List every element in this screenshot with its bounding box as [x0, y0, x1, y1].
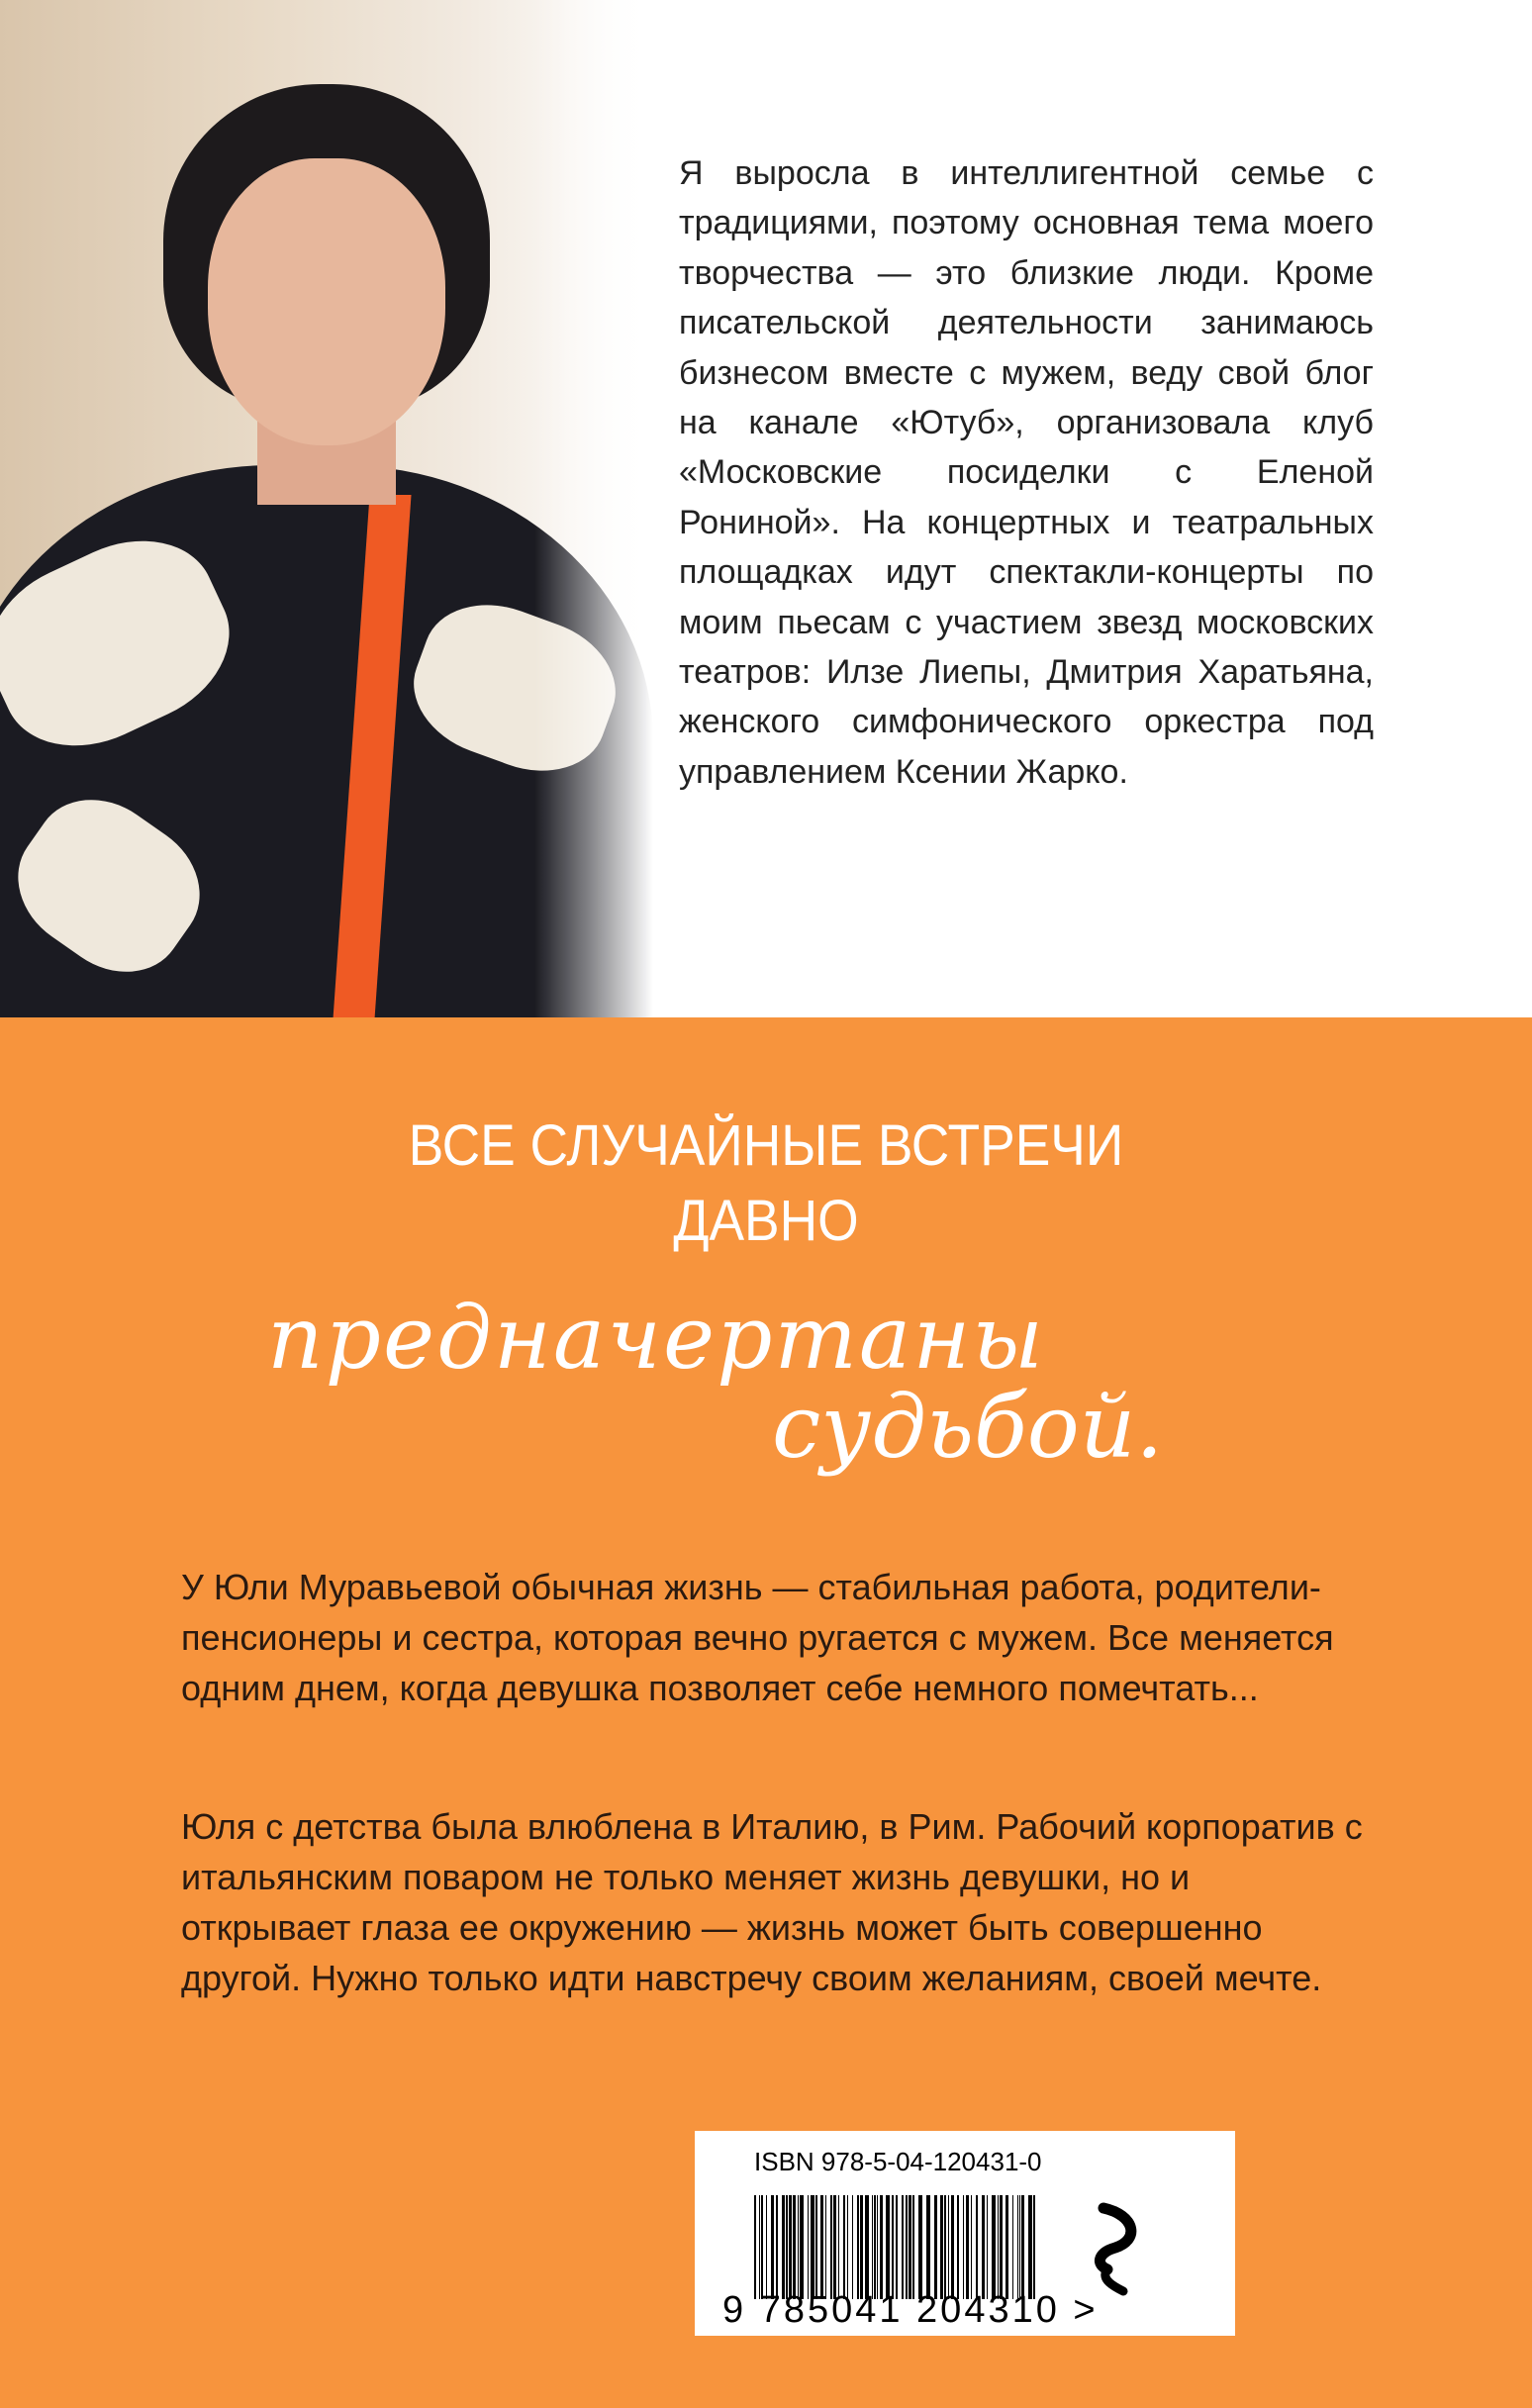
barcode-bar	[886, 2195, 890, 2299]
barcode-bar	[934, 2195, 937, 2299]
barcode-bar	[992, 2195, 996, 2299]
barcode-bar	[852, 2195, 853, 2299]
tagline-line-1: ВСЕ СЛУЧАЙНЫЕ ВСТРЕЧИ	[408, 1113, 1124, 1178]
barcode-bar	[892, 2195, 894, 2299]
barcode-bar	[1028, 2195, 1032, 2299]
barcode-bar	[808, 2195, 809, 2299]
barcode-bar	[966, 2195, 969, 2299]
barcode-bar	[857, 2195, 859, 2299]
barcode-bar	[830, 2195, 832, 2299]
barcode-bar	[1033, 2195, 1035, 2299]
barcode-bar	[761, 2195, 763, 2299]
barcode-digits: 9 785041 204310 >	[722, 2289, 1099, 2331]
barcode-bar	[963, 2195, 964, 2299]
barcode-bar	[820, 2195, 823, 2299]
barcode-bar	[940, 2195, 943, 2299]
barcode-bar	[1021, 2195, 1024, 2299]
barcode-bar	[944, 2195, 946, 2299]
barcode-bar	[1012, 2195, 1013, 2299]
barcode-bar	[782, 2195, 785, 2299]
barcode-bar	[896, 2195, 898, 2299]
barcode-bar	[998, 2195, 999, 2299]
barcode-bar	[957, 2195, 959, 2299]
barcode-bar	[825, 2195, 826, 2299]
barcode-bar	[906, 2195, 908, 2299]
barcode-bar	[865, 2195, 869, 2299]
tagline-script-2: судьбой.	[772, 1376, 1164, 1478]
barcode-bar	[987, 2195, 988, 2299]
isbn-barcode-box	[695, 2131, 1235, 2336]
barcode-bar	[1005, 2195, 1008, 2299]
barcode-bar	[793, 2195, 796, 2299]
barcode-bar	[811, 2195, 814, 2299]
barcode-bar	[754, 2195, 756, 2299]
top-section	[0, 0, 1532, 1017]
publisher-logo-icon	[1086, 2200, 1145, 2299]
author-photo	[0, 0, 653, 1017]
barcode-bar	[1000, 2195, 1003, 2299]
tagline-line-2: ДАВНО	[673, 1189, 859, 1253]
annotation-paragraph-1: У Юли Муравьевой обычная жизнь — стабильная работа, родители-пенсионеры и сестра, которая вечно ругается с мужем. Все меняется одним днем, когда девушка позволяет себе немного помечтать...	[181, 1567, 1334, 1708]
barcode-bar	[759, 2195, 760, 2299]
barcode	[754, 2195, 1036, 2299]
barcode-bar	[766, 2195, 767, 2299]
author-bio	[679, 148, 1374, 797]
barcode-bar	[798, 2195, 799, 2299]
annotation-paragraph-2: Юля с детства была влюблена в Италию, в Рим. Рабочий корпоратив с итальянским поваром не только меняет жизнь девушки, но и открывает глаза ее окружению — жизнь может быть совершенно другой. Нужно только идти навстречу своим желаниям, своей мечте.	[181, 1806, 1363, 1998]
tagline-headline	[61, 1108, 1471, 1259]
barcode-bar	[838, 2195, 839, 2299]
barcode-bar	[976, 2195, 978, 2299]
barcode-bar	[951, 2195, 954, 2299]
barcode-bar	[909, 2195, 911, 2299]
author-bio-text: Я выросла в интеллигентной семье с традициями, поэтому основная тема моего творчества — это близкие люди. Кроме писательской деятельности занимаюсь бизнесом вместе с мужем, веду свой блог на канале «Ютуб», организовала клуб «Московские посиделки с Еленой Рониной». На концертных и театральных площадках идут спектакли-концерты по моим пьесам с участием звезд московских театров: Илзе Лиепы, Дмитрия Харатьяна, женского симфонического оркестра под управлением Ксении Жарко.	[679, 154, 1374, 791]
barcode-bar	[789, 2195, 792, 2299]
barcode-bar	[948, 2195, 949, 2299]
barcode-bar	[771, 2195, 774, 2299]
barcode-bar	[1019, 2195, 1020, 2299]
barcode-bar	[971, 2195, 972, 2299]
barcode-bar	[912, 2195, 914, 2299]
barcode-bar	[833, 2195, 836, 2299]
tagline-script-1: предначертаны	[267, 1287, 1045, 1389]
barcode-bar	[847, 2195, 848, 2299]
barcode-bar	[877, 2195, 878, 2299]
barcode-bar	[815, 2195, 817, 2299]
barcode-bar	[874, 2195, 876, 2299]
barcode-bar	[872, 2195, 873, 2299]
barcode-bar	[1017, 2195, 1018, 2299]
isbn-label: ISBN 978-5-04-120431-0	[754, 2147, 1042, 2176]
barcode-bar	[860, 2195, 863, 2299]
barcode-bar	[776, 2195, 778, 2299]
barcode-bar	[918, 2195, 922, 2299]
barcode-bar	[843, 2195, 845, 2299]
barcode-bar	[982, 2195, 985, 2299]
barcode-bar	[786, 2195, 788, 2299]
barcode-bar	[880, 2195, 883, 2299]
barcode-bar	[800, 2195, 804, 2299]
barcode-bar	[902, 2195, 904, 2299]
barcode-bar	[926, 2195, 930, 2299]
